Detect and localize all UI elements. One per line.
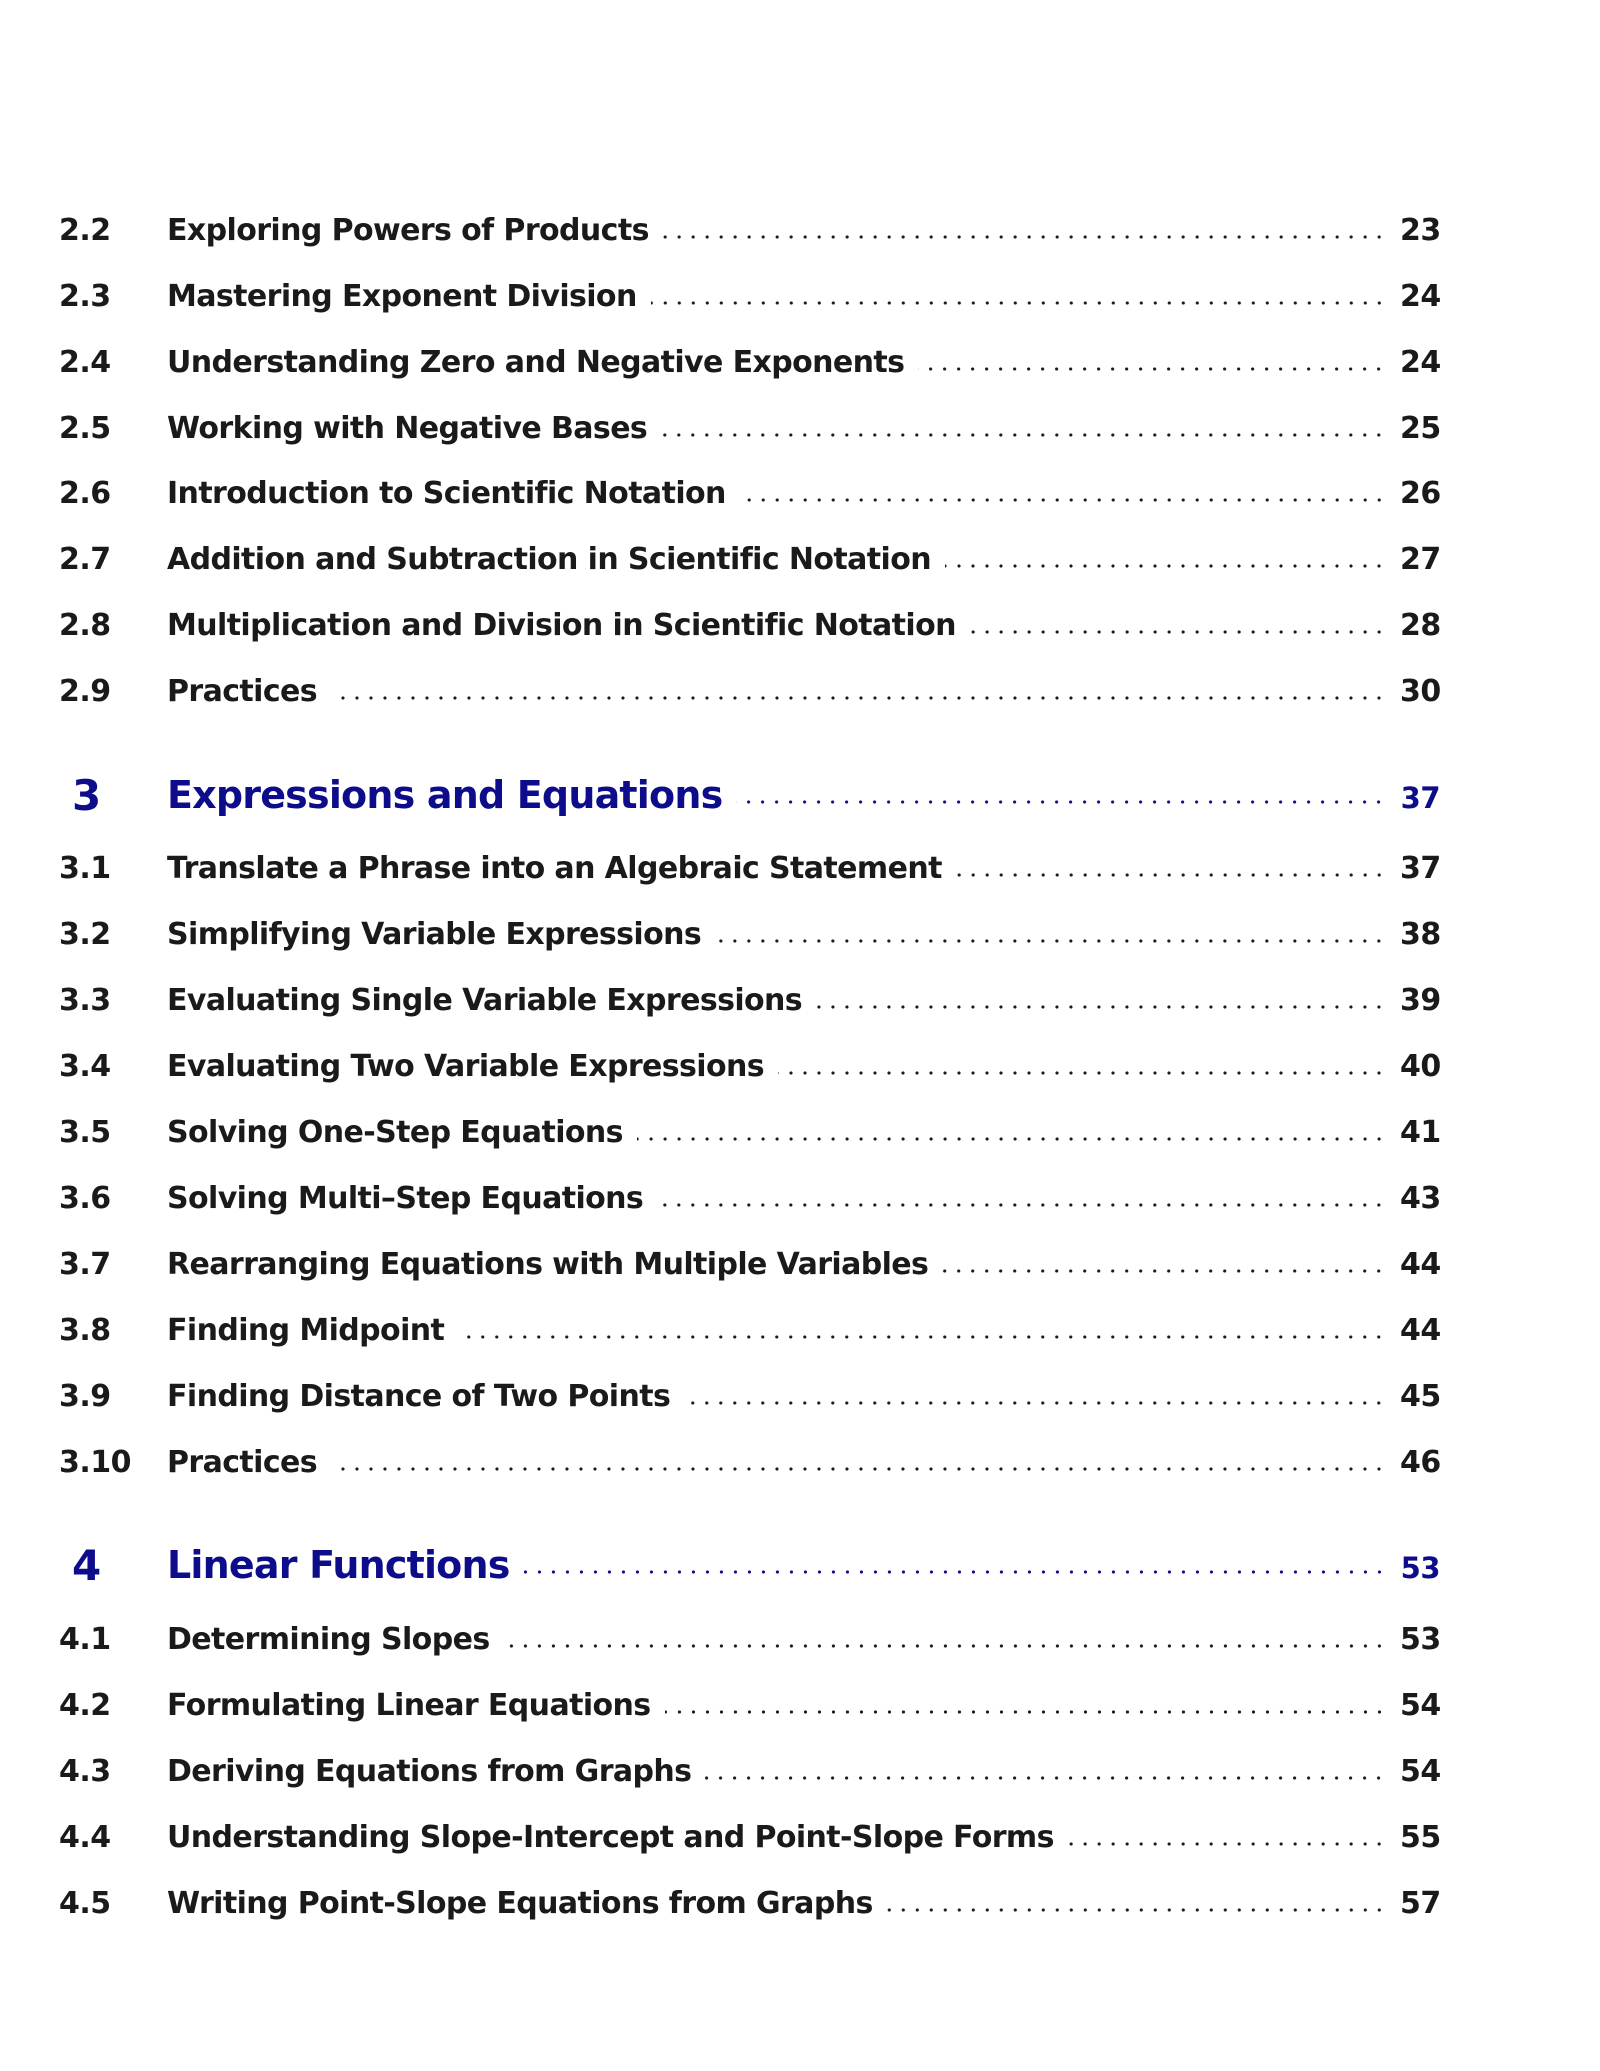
dot-leader bbox=[715, 939, 1386, 943]
page-number: 44 bbox=[1400, 1246, 1441, 1282]
section-title: Understanding Slope-Intercept and Point-Slope Forms bbox=[167, 1819, 1054, 1855]
toc-entry-3-8[interactable] bbox=[59, 1305, 1440, 1355]
dot-leader bbox=[736, 800, 1386, 804]
dot-leader bbox=[956, 873, 1386, 877]
section-title: Finding Distance of Two Points bbox=[167, 1378, 671, 1414]
page-number: 26 bbox=[1400, 475, 1441, 511]
dot-leader bbox=[663, 235, 1386, 239]
section-number: 2.8 bbox=[59, 607, 111, 643]
chapter-number: 3 bbox=[72, 770, 101, 820]
page-number: 53 bbox=[1400, 1551, 1440, 1585]
section-number: 3.9 bbox=[59, 1378, 111, 1414]
section-title: Rearranging Equations with Multiple Variables bbox=[167, 1246, 929, 1282]
dot-leader bbox=[918, 367, 1386, 371]
dot-leader bbox=[970, 630, 1386, 634]
section-title: Evaluating Single Variable Expressions bbox=[167, 982, 803, 1018]
chapter-number: 4 bbox=[72, 1540, 101, 1590]
toc-entry-2-3[interactable] bbox=[59, 271, 1440, 321]
section-number: 4.3 bbox=[59, 1753, 111, 1789]
toc-entry-3-3[interactable] bbox=[59, 975, 1440, 1025]
page-number: 43 bbox=[1400, 1180, 1441, 1216]
section-number: 2.5 bbox=[59, 410, 111, 446]
toc-entry-3-1[interactable] bbox=[59, 843, 1440, 893]
page-number: 39 bbox=[1400, 982, 1441, 1018]
section-number: 3.8 bbox=[59, 1312, 111, 1348]
page-number: 57 bbox=[1400, 1885, 1441, 1921]
toc-entry-4-1[interactable] bbox=[59, 1614, 1440, 1664]
section-number: 3.1 bbox=[59, 850, 111, 886]
dot-leader bbox=[945, 564, 1386, 568]
section-title: Determining Slopes bbox=[167, 1621, 490, 1657]
section-title: Solving Multi–Step Equations bbox=[167, 1180, 644, 1216]
page-number: 24 bbox=[1400, 278, 1441, 314]
page-number: 54 bbox=[1400, 1687, 1441, 1723]
page-number: 25 bbox=[1400, 410, 1441, 446]
dot-leader bbox=[458, 1335, 1386, 1339]
dot-leader bbox=[504, 1644, 1386, 1648]
toc-entry-2-5[interactable] bbox=[59, 403, 1440, 453]
toc-chapter-4[interactable] bbox=[59, 1537, 1440, 1593]
page-number: 37 bbox=[1400, 850, 1441, 886]
dot-leader bbox=[684, 1401, 1386, 1405]
section-title: Understanding Zero and Negative Exponents bbox=[167, 344, 905, 380]
chapter-title: Expressions and Equations bbox=[167, 773, 723, 817]
section-title: Addition and Subtraction in Scientific Notation bbox=[167, 541, 931, 577]
section-title: Evaluating Two Variable Expressions bbox=[167, 1048, 764, 1084]
dot-leader bbox=[651, 301, 1386, 305]
page-number: 24 bbox=[1400, 344, 1441, 380]
toc-entry-2-8[interactable] bbox=[59, 600, 1440, 650]
section-title: Practices bbox=[167, 1444, 318, 1480]
page-number: 37 bbox=[1400, 781, 1440, 815]
dot-leader bbox=[657, 1203, 1386, 1207]
section-title: Practices bbox=[167, 673, 318, 709]
dot-leader bbox=[665, 1710, 1386, 1714]
section-number: 3.5 bbox=[59, 1114, 111, 1150]
toc-entry-3-2[interactable] bbox=[59, 909, 1440, 959]
section-number: 2.7 bbox=[59, 541, 111, 577]
section-title: Multiplication and Division in Scientific Notation bbox=[167, 607, 956, 643]
toc-entry-3-4[interactable] bbox=[59, 1041, 1440, 1091]
dot-leader bbox=[887, 1908, 1386, 1912]
toc-entry-2-2[interactable] bbox=[59, 205, 1440, 255]
page-number: 53 bbox=[1400, 1621, 1441, 1657]
page-number: 40 bbox=[1400, 1048, 1441, 1084]
page-number: 41 bbox=[1400, 1114, 1441, 1150]
dot-leader bbox=[778, 1071, 1386, 1075]
section-number: 3.4 bbox=[59, 1048, 111, 1084]
section-number: 2.4 bbox=[59, 344, 111, 380]
section-number: 3.7 bbox=[59, 1246, 111, 1282]
dot-leader bbox=[740, 498, 1386, 502]
dot-leader bbox=[816, 1005, 1386, 1009]
page-number: 44 bbox=[1400, 1312, 1441, 1348]
section-number: 3.3 bbox=[59, 982, 111, 1018]
toc-entry-4-3[interactable] bbox=[59, 1746, 1440, 1796]
toc-entry-3-9[interactable] bbox=[59, 1371, 1440, 1421]
section-number: 2.9 bbox=[59, 673, 111, 709]
section-number: 4.4 bbox=[59, 1819, 111, 1855]
chapter-title: Linear Functions bbox=[167, 1543, 510, 1587]
section-title: Mastering Exponent Division bbox=[167, 278, 637, 314]
page-number: 23 bbox=[1400, 212, 1441, 248]
toc-entry-2-9[interactable] bbox=[59, 666, 1440, 716]
dot-leader bbox=[331, 1467, 1386, 1471]
toc-entry-2-6[interactable] bbox=[59, 468, 1440, 518]
toc-entry-3-7[interactable] bbox=[59, 1239, 1440, 1289]
page-number: 38 bbox=[1400, 916, 1441, 952]
section-number: 3.10 bbox=[59, 1444, 132, 1480]
page-number: 28 bbox=[1400, 607, 1441, 643]
section-title: Solving One-Step Equations bbox=[167, 1114, 623, 1150]
section-title: Finding Midpoint bbox=[167, 1312, 445, 1348]
dot-leader bbox=[942, 1269, 1386, 1273]
section-title: Formulating Linear Equations bbox=[167, 1687, 651, 1723]
page-number: 46 bbox=[1400, 1444, 1441, 1480]
page-number: 30 bbox=[1400, 673, 1441, 709]
toc-entry-4-4[interactable] bbox=[59, 1812, 1440, 1862]
dot-leader bbox=[331, 696, 1386, 700]
section-number: 2.2 bbox=[59, 212, 111, 248]
section-number: 3.2 bbox=[59, 916, 111, 952]
section-number: 2.3 bbox=[59, 278, 111, 314]
page-number: 45 bbox=[1400, 1378, 1441, 1414]
section-title: Translate a Phrase into an Algebraic Statement bbox=[167, 850, 942, 886]
section-title: Simplifying Variable Expressions bbox=[167, 916, 702, 952]
toc-entry-3-10[interactable] bbox=[59, 1437, 1440, 1487]
page-number: 54 bbox=[1400, 1753, 1441, 1789]
page-number: 27 bbox=[1400, 541, 1441, 577]
toc-entry-3-6[interactable] bbox=[59, 1173, 1440, 1223]
page-number: 55 bbox=[1400, 1819, 1441, 1855]
dot-leader bbox=[1068, 1842, 1386, 1846]
section-number: 2.6 bbox=[59, 475, 111, 511]
section-number: 4.5 bbox=[59, 1885, 111, 1921]
toc-entry-3-5[interactable] bbox=[59, 1107, 1440, 1157]
toc-entry-4-5[interactable] bbox=[59, 1878, 1440, 1928]
toc-chapter-3[interactable] bbox=[59, 767, 1440, 823]
toc-entry-2-7[interactable] bbox=[59, 534, 1440, 584]
section-number: 4.2 bbox=[59, 1687, 111, 1723]
section-number: 4.1 bbox=[59, 1621, 111, 1657]
section-title: Deriving Equations from Graphs bbox=[167, 1753, 692, 1789]
section-title: Working with Negative Bases bbox=[167, 410, 648, 446]
dot-leader bbox=[661, 433, 1386, 437]
section-number: 3.6 bbox=[59, 1180, 111, 1216]
dot-leader bbox=[524, 1570, 1386, 1574]
toc-entry-4-2[interactable] bbox=[59, 1680, 1440, 1730]
toc-entry-2-4[interactable] bbox=[59, 337, 1440, 387]
section-title: Introduction to Scientific Notation bbox=[167, 475, 726, 511]
section-title: Writing Point-Slope Equations from Graphs bbox=[167, 1885, 873, 1921]
section-title: Exploring Powers of Products bbox=[167, 212, 649, 248]
dot-leader bbox=[637, 1137, 1386, 1141]
dot-leader bbox=[705, 1776, 1386, 1780]
